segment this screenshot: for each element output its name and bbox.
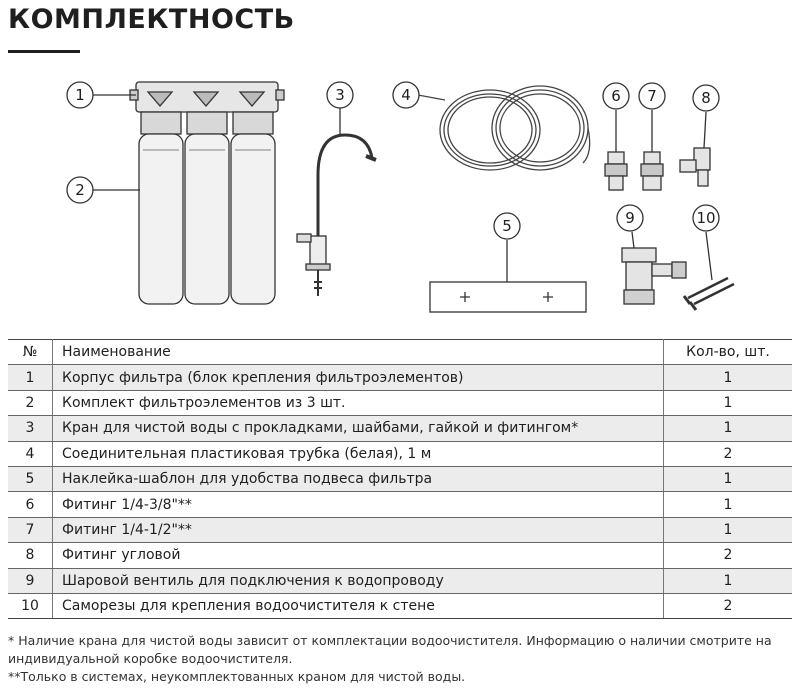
footnote-fittings: **Только в системах, неукомплектованных краном для чистой воды.: [8, 669, 466, 684]
faucet-drawing: [297, 108, 376, 296]
row-num: 4: [8, 441, 53, 466]
callout-10: 10: [696, 209, 716, 227]
row-num: 8: [8, 543, 53, 568]
row-qty: 1: [664, 568, 793, 593]
callout-8: 8: [701, 89, 711, 107]
filter-cartridges-drawing: [139, 134, 275, 304]
row-qty: 1: [664, 466, 793, 491]
table-row: [8, 568, 792, 593]
fitting-7-drawing: [641, 110, 663, 190]
row-name: Комплект фильтроэлементов из 3 шт.: [53, 390, 664, 415]
row-qty: 1: [664, 365, 793, 390]
tube-coils-drawing: [418, 86, 590, 170]
callout-9: 9: [625, 209, 635, 227]
callout-1: 1: [75, 86, 85, 104]
callout-7: 7: [647, 87, 657, 105]
template-sticker-drawing: [430, 240, 586, 312]
row-name: Корпус фильтра (блок крепления фильтроэлементов): [53, 365, 664, 390]
row-name: Фитинг 1/4-3/8"**: [53, 492, 664, 517]
row-name: Шаровой вентиль для подключения к водопроводу: [53, 568, 664, 593]
page-title: КОМПЛЕКТНОСТЬ: [8, 4, 295, 35]
angle-fitting-drawing: [680, 112, 710, 186]
row-num: 1: [8, 365, 53, 390]
callout-6: 6: [611, 87, 621, 105]
table-row: [8, 365, 792, 390]
row-num: 7: [8, 517, 53, 542]
callout-5: 5: [502, 217, 512, 235]
row-num: 9: [8, 568, 53, 593]
table-row: [8, 543, 792, 568]
kit-illustration: [0, 60, 800, 330]
row-num: 3: [8, 416, 53, 441]
row-num: 10: [8, 593, 53, 618]
callout-3: 3: [335, 86, 345, 104]
table-row: [8, 441, 792, 466]
callout-2: 2: [75, 181, 85, 199]
row-name: Наклейка-шаблон для удобства подвеса фильтра: [53, 466, 664, 491]
row-qty: 2: [664, 441, 793, 466]
table-row: [8, 390, 792, 415]
row-num: 2: [8, 390, 53, 415]
header-name: Наименование: [53, 340, 664, 365]
contents-table: [8, 339, 792, 619]
row-qty: 1: [664, 492, 793, 517]
row-qty: 2: [664, 593, 793, 618]
table-row: [8, 492, 792, 517]
table-row: [8, 466, 792, 491]
title-underline: [8, 50, 80, 53]
row-qty: 1: [664, 390, 793, 415]
header-qty: Кол-во, шт.: [664, 340, 793, 365]
row-qty: 2: [664, 543, 793, 568]
screws-drawing: [684, 232, 734, 310]
ball-valve-drawing: [622, 232, 686, 304]
row-name: Соединительная пластиковая трубка (белая), 1 м: [53, 441, 664, 466]
table-header-row: [8, 340, 792, 365]
header-num: №: [8, 340, 53, 365]
fitting-6-drawing: [605, 110, 627, 190]
row-name: Фитинг 1/4-1/2"**: [53, 517, 664, 542]
row-num: 6: [8, 492, 53, 517]
table-row: [8, 593, 792, 618]
callout-4: 4: [401, 86, 411, 104]
row-qty: 1: [664, 416, 793, 441]
table-row: [8, 517, 792, 542]
filter-housing-drawing: [130, 82, 284, 134]
row-name: Саморезы для крепления водоочистителя к стене: [53, 593, 664, 618]
row-num: 5: [8, 466, 53, 491]
table-row: [8, 416, 792, 441]
row-name: Кран для чистой воды с прокладками, шайбами, гайкой и фитингом*: [53, 416, 664, 441]
row-qty: 1: [664, 517, 793, 542]
row-name: Фитинг угловой: [53, 543, 664, 568]
footnote-faucet: * Наличие крана для чистой воды зависит от комплектации водоочистителя. Информацию о наличии смотрите на индивидуальной коробке водоочистителя.: [8, 633, 772, 666]
